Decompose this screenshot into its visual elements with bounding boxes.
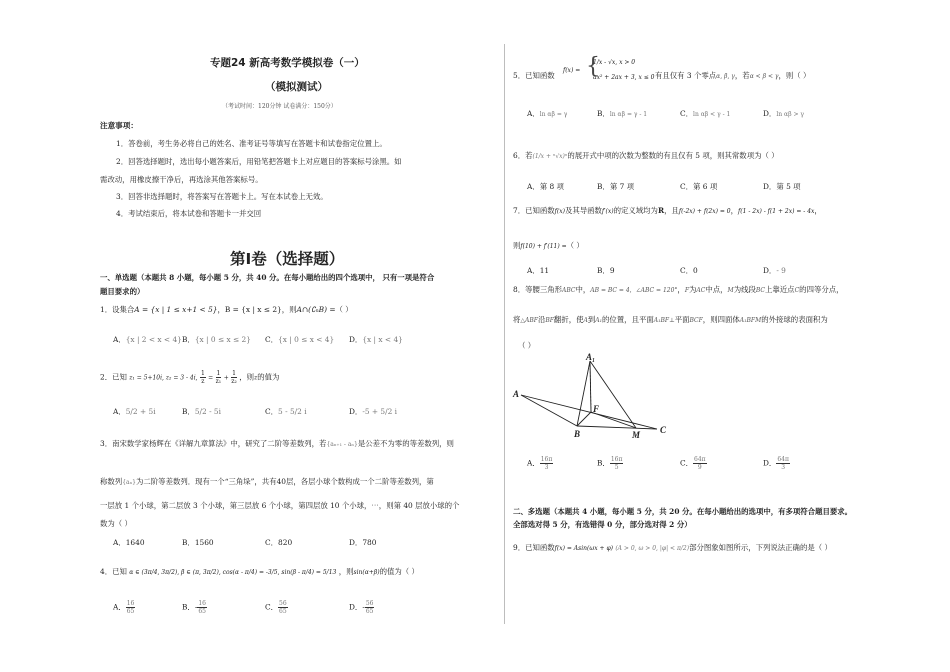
edge-A1-F-dashed <box>590 361 591 412</box>
q9-fx: f(x) = Asin(ωx + φ) <box>554 545 613 552</box>
q6-option-d[interactable]: D．第 5 项 <box>763 182 801 191</box>
section2-heading-cont: 全部选对得 5 分，有选错得 0 分，部分选对得 2 分） <box>513 520 692 529</box>
q6-option-c[interactable]: C．第 6 项 <box>680 182 718 191</box>
q6-option-a[interactable]: A．第 8 项 <box>527 182 564 191</box>
q7-option-b[interactable]: B．9 <box>597 266 615 275</box>
notice-item-2-cont: 需改动，用橡皮擦干净后，再选涂其他答案标号。 <box>100 175 263 184</box>
notice-heading: 注意事项： <box>100 121 138 130</box>
edge-A-C <box>521 395 657 429</box>
q8-tetrahedron-figure <box>510 350 700 445</box>
q1-option-d[interactable]: D．{x | x < 4} <box>349 335 403 344</box>
section2-heading: 二、多选题（本题共 4 小题，每小题 5 分，共 20 分。在每小题给出的选项中，有多项符合题目要求。 <box>513 507 853 516</box>
paper-subtitle: （模拟测试） <box>265 81 328 93</box>
q1-set-a: A = {x | 1 ≤ x+1 < 5} <box>134 305 218 314</box>
label-A: A <box>513 389 520 399</box>
edge-A-B <box>521 395 577 426</box>
q8-option-d[interactable]: D． $\frac{64\pi}{3}$ <box>763 456 789 471</box>
label-M: M <box>632 430 641 440</box>
q3-line-1: 3．南宋数学家杨辉在《详解九章算法》中，研究了二阶等差数列，若{aₙ₊₁ - aₙ}是公差不为零的等差数列，则 <box>100 439 454 448</box>
q5-option-d[interactable]: D．ln αβ > γ <box>763 109 804 118</box>
q1-option-c[interactable]: C．{x | 0 ≤ x < 4} <box>265 335 335 344</box>
q8-option-a[interactable]: A． $\frac{16\pi}{3}$ <box>527 456 553 471</box>
q3-option-b[interactable]: B．1560 <box>182 538 214 547</box>
q7-option-d[interactable]: D．- 9 <box>763 266 786 275</box>
q8-line-2: 将△ABF沿BF翻折，使A到A₁的位置，且平面A₁BF⊥平面BCF，则四面体A₁BFM的外接球的表面积为 <box>513 315 828 324</box>
q7-option-a[interactable]: A．11 <box>527 266 550 275</box>
q5-option-a[interactable]: A．ln αβ = γ <box>527 109 568 118</box>
q3-line-2: 称数列{aₙ}为二阶等差数列．现有一个“三角垛”，共有40层，各层小球个数构成一个二阶等差数列，第 <box>100 477 434 486</box>
label-F: F <box>593 404 600 414</box>
q4-expr: α ∈ (3π/4, 3π/2), β ∈ (π, 3π/2), cos(α - π/4) = -3/5, sin(β - π/4) = 5/13 <box>129 569 337 576</box>
q6-stem: 6．若(1/x + ⁿ√x)ⁿ的展开式中项的次数为整数的有且仅有 5 项，则其常数项为（ ） <box>513 151 779 160</box>
edge-F-M <box>591 412 636 428</box>
notice-item-2: 2．回答选择题时，选出每小题答案后，用铅笔把答题卡上对应题目的答案标号涂黑。如 <box>116 157 402 166</box>
q5-stem-a: 5．已知函数 <box>513 71 555 80</box>
notice-item-1: 1．答卷前，考生务必将自己的姓名、准考证号等填写在答题卡和试卷指定位置上。 <box>116 139 387 148</box>
paper-title: 专题24 新高考数学模拟卷（一） <box>210 57 365 69</box>
q4-stem: 4．已知 α ∈ (3π/4, 3π/2), β ∈ (π, 3π/2), cos(α - π/4) = -3/5, sin(β - π/4) = 5/13 ，则sin(α+β)的值为（ ） <box>100 567 419 576</box>
exam-info: （考试时间：120分钟 试卷满分：150分） <box>222 103 337 110</box>
q2-frac-3: $\frac{1}{\text{z₂}}$ <box>231 370 237 385</box>
q3-option-c[interactable]: C．820 <box>265 538 293 547</box>
q3-line-4: 数为（ ） <box>100 519 132 528</box>
label-C: C <box>660 425 667 435</box>
q5-option-c[interactable]: C．ln αβ < γ - 1 <box>680 109 731 118</box>
q4-option-b[interactable]: B．- $\frac{16}{65}$ <box>182 600 206 615</box>
part1-title: 第Ⅰ卷（选择题） <box>230 250 345 268</box>
q9-cond: (A > 0, ω > 0, |φ| < π/2) <box>615 545 690 552</box>
notice-item-3: 3．回答非选择题时，将答案写在答题卡上。写在本试卷上无效。 <box>116 192 328 201</box>
q4-option-a[interactable]: A． $\frac{16}{65}$ <box>113 600 135 615</box>
section1-heading-cont: 题目要求的） <box>100 287 145 296</box>
q7-option-c[interactable]: C．0 <box>680 266 698 275</box>
q7-stem: 7．已知函数f(x)及其导函数f′(x)的定义域均为R，且f(-2x) + f(2x) = 0，f(1 - 2x) - f(1 + 2x) = - 4x， <box>513 206 822 215</box>
q1-option-b[interactable]: B．{x | 0 ≤ x ≤ 2} <box>182 335 251 344</box>
q5-case-2: ax² + 2ax + 3, x ≤ 0 <box>593 74 655 81</box>
q8-paren: （ ） <box>518 341 536 350</box>
q1-stem: 1．设集合A = {x | 1 ≤ x+1 < 5}，B = {x | x ≤ 2}，则A∩(∁ₙB) =（ ） <box>100 305 353 314</box>
q5-case-1: 1/x - √x, x > 0 <box>593 59 636 66</box>
q3-option-d[interactable]: D．780 <box>349 538 377 547</box>
q6-expr: (1/x + ⁿ√x)ⁿ <box>532 153 568 160</box>
q2-frac-1: $\frac{1}{z}$ <box>200 370 205 385</box>
q1-option-a[interactable]: A．{x | 2 < x < 4} <box>113 335 182 344</box>
q4-option-c[interactable]: C． $\frac{56}{65}$ <box>265 600 287 615</box>
q9-stem: 9．已知函数f(x) = Asin(ωx + φ) (A > 0, ω > 0, |φ| < π/2)部分图象如图所示，下列说法正确的是（ ） <box>513 543 832 552</box>
notice-item-4: 4．考试结束后，将本试卷和答题卡一并交回 <box>116 209 262 218</box>
q8-option-b[interactable]: B． $\frac{16\pi}{5}$ <box>597 456 623 471</box>
edge-A1-B <box>577 361 590 426</box>
q1-set-b: ，B = {x | x ≤ 2} <box>217 305 282 314</box>
label-B: B <box>574 429 581 439</box>
q2-frac-2: $\frac{1}{\text{z₁}}$ <box>215 370 222 385</box>
q6-option-b[interactable]: B．第 7 项 <box>597 182 635 191</box>
q2-option-a[interactable]: A．5/2 + 5i <box>113 407 156 416</box>
q5-option-b[interactable]: B．ln αβ = γ - 1 <box>597 109 648 118</box>
section1-heading: 一、单选题（本题共 8 小题，每小题 5 分，共 40 分。在每小题给出的四个选项中， 只有一项是符合 <box>100 273 435 282</box>
q1-expr: A∩(∁ₙB) = <box>296 305 336 314</box>
q3-line-3: 一层放 1 个小球，第二层放 3 个小球，第三层放 6 个小球，第四层放 10 个小球，⋯，则第 40 层放小球的个 <box>100 501 460 510</box>
q5-stem-b: 有且仅有 3 个零点α, β, γ，若α < β < γ，则（ ） <box>655 71 811 80</box>
q2-expr: z₁ = 5+10i, z₂ = 3 - 4i, <box>129 374 198 382</box>
q8-option-c[interactable]: C． $\frac{64\pi}{9}$ <box>680 456 706 471</box>
q3-option-a[interactable]: A．1640 <box>113 538 145 547</box>
label-A1: A₁ <box>586 352 596 362</box>
q2-option-b[interactable]: B．5/2 - 5i <box>182 407 221 416</box>
q2-option-d[interactable]: D．-5 + 5/2 i <box>349 407 398 416</box>
q4-option-d[interactable]: D．- $\frac{56}{65}$ <box>349 600 374 615</box>
q7-line-2: 则f(10) + f′(11) =（ ） <box>513 241 584 250</box>
q2-stem: 2．已知 z₁ = 5+10i, z₂ = 3 - 4i, $\frac{1}{z}$ = $\frac{1}{\text{z₁}}$ + $\frac{1}{\text{z₂}}$ ，则z的值为 <box>100 370 280 385</box>
q2-option-c[interactable]: C．5 - 5/2 i <box>265 407 307 416</box>
column-divider <box>504 44 505 624</box>
q8-line-1: 8．等腰三角形ABC中，AB = BC = 4，∠ABC = 120°，F为AC中点，M为线段BC上靠近点C的四等分点， <box>513 285 844 294</box>
